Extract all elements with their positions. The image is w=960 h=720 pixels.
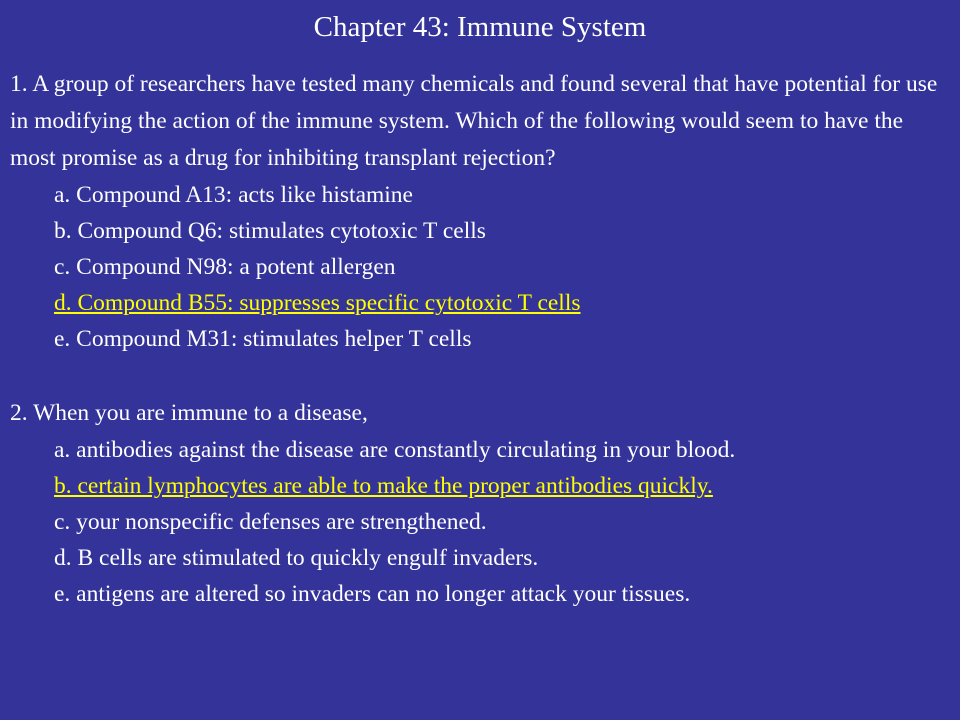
question-1-option-e: e. Compound M31: stimulates helper T cells [54, 326, 472, 352]
question-2-stem: 2. When you are immune to a disease, [10, 400, 368, 426]
question-2-option-e: e. antigens are altered so invaders can no longer attack your tissues. [54, 581, 691, 607]
question-1 [10, 66, 950, 357]
question-2-option-d: d. B cells are stimulated to quickly engulf invaders. [54, 545, 539, 571]
question-1-option-d-correct-answer: d. Compound B55: suppresses specific cytotoxic T cells [54, 290, 581, 316]
slide-body [10, 66, 950, 612]
question-1-option-b: b. Compound Q6: stimulates cytotoxic T cells [54, 218, 486, 244]
question-2 [10, 395, 950, 612]
question-2-option-b-correct-answer: b. certain lymphocytes are able to make the proper antibodies quickly. [54, 473, 713, 499]
question-spacer [10, 357, 950, 395]
slide-title: Chapter 43: Immune System [313, 11, 647, 43]
question-1-option-a: a. Compound A13: acts like histamine [54, 182, 413, 208]
question-2-option-c: c. your nonspecific defenses are strengthened. [54, 509, 487, 535]
question-2-option-a: a. antibodies against the disease are constantly circulating in your blood. [54, 437, 736, 463]
question-1-stem: 1. A group of researchers have tested many chemicals and found several that have potential for use in modifying the action of the immune system. Which of the following would seem to have the most promise as a drug for inhibiting transplant rejection? [10, 71, 938, 171]
question-1-option-c: c. Compound N98: a potent allergen [54, 254, 396, 280]
